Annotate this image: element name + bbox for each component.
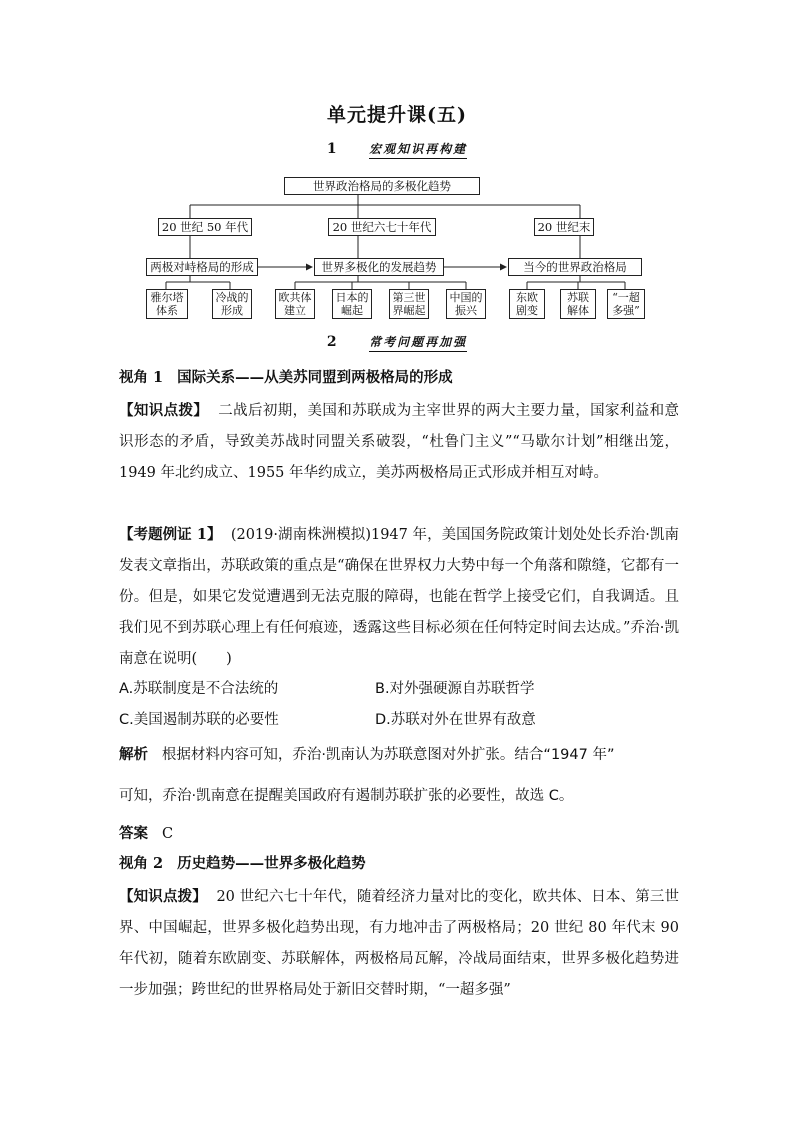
section-number: 2	[326, 334, 337, 350]
view-label: 视角 2	[119, 855, 164, 872]
section-heading-2	[0, 333, 794, 353]
diagram-period-3: 20 世纪末	[534, 218, 594, 236]
diagram-stage-1: 两极对峙格局的形成	[146, 258, 258, 276]
option-c: C.美国遏制苏联的必要性	[119, 712, 279, 728]
diagram-leaf-ec: 欧共体 建立	[275, 289, 315, 319]
example-paragraph-1	[119, 519, 679, 675]
option-a: A.苏联制度是不合法统的	[119, 681, 279, 697]
diagram-leaf-yalta: 雅尔塔 体系	[146, 289, 188, 319]
option-b: B.对外强硬源自苏联哲学	[375, 681, 535, 697]
knowledge-text: 20 世纪六七十年代，随着经济力量对比的变化，欧共体、日本、第三世界、中国崛起，世界多极化趋势出现，有力地冲击了两极格局；20 世纪 80 年代末 90 年代初，随着东欧剧变、苏联解体，两极格局瓦解，冷战局面结束，世界多极化趋势进一步加强；跨世纪的世界格局处于新旧交替时期，“一超多强”	[119, 889, 680, 998]
diagram-leaf-china: 中国的 振兴	[446, 289, 486, 319]
section-heading-1	[0, 140, 794, 160]
diagram-period-1: 20 世纪 50 年代	[158, 218, 252, 236]
view-heading-2	[119, 852, 366, 873]
diagram-leaf-japan: 日本的 崛起	[332, 289, 372, 319]
answer-value: C	[162, 826, 174, 842]
section-label: 常考问题再加强	[369, 333, 467, 352]
knowledge-diagram	[140, 172, 660, 324]
knowledge-tag: 【知识点拨】	[119, 402, 209, 419]
diagram-stage-3: 当今的世界政治格局	[508, 258, 642, 276]
diagram-leaf-third-world: 第三世 界崛起	[389, 289, 429, 319]
knowledge-tag: 【知识点拨】	[119, 888, 207, 905]
view-text: 国际关系——从美苏同盟到两极格局的形成	[177, 369, 453, 386]
answer-line	[119, 822, 173, 843]
view-label: 视角 1	[119, 369, 164, 386]
knowledge-paragraph-2	[119, 881, 679, 1006]
diagram-leaf-eastern-europe: 东欧 剧变	[509, 289, 545, 319]
diagram-leaf-cold-war: 冷战的 形成	[212, 289, 252, 319]
example-text: (2019·湖南株洲模拟)1947 年，美国国务院政策计划处处长乔治·凯南发表文章指出，苏联政策的重点是“确保在世界权力大势中每一个角落和隙缝，它都有一份。但是，如果它发觉遭遇到无法克服的障碍，也能在哲学上接受它们，自我调适。且我们见不到苏联心理上有任何痕迹，透露这些目标必须在任何特定时间去达成。”乔治·凯南意在说明( )	[119, 527, 679, 667]
diagram-stage-2: 世界多极化的发展趋势	[314, 258, 444, 276]
analysis-line-1	[119, 740, 679, 771]
analysis-line-2: 可知，乔治·凯南意在提醒美国政府有遏制苏联扩张的必要性，故选 C。	[119, 788, 574, 804]
analysis-tag: 解析	[119, 747, 148, 763]
page-title: 单元提升课(五)	[327, 104, 467, 126]
example-tag: 【考题例证 1】	[119, 526, 222, 543]
view-heading-1	[119, 366, 453, 387]
diagram-period-2: 20 世纪六七十年代	[328, 218, 436, 236]
knowledge-paragraph-1	[119, 395, 679, 489]
diagram-leaf-one-super: “一超 多强”	[607, 289, 645, 319]
answer-tag: 答案	[119, 825, 148, 842]
knowledge-text: 二战后初期，美国和苏联成为主宰世界的两大主要力量，国家利益和意识形态的矛盾，导致美苏战时同盟关系破裂，“杜鲁门主义”“马歇尔计划”相继出笼，1949 年北约成立、1955 年华约成立，美苏两极格局正式形成并相互对峙。	[119, 403, 680, 481]
section-label: 宏观知识再构建	[369, 140, 467, 159]
diagram-root: 世界政治格局的多极化趋势	[284, 177, 480, 195]
option-d: D.苏联对外在世界有敌意	[375, 712, 536, 728]
view-text: 历史趋势——世界多极化趋势	[177, 855, 366, 872]
analysis-text-1: 根据材料内容可知，乔治·凯南认为苏联意图对外扩张。结合“1947 年”	[161, 747, 615, 763]
diagram-leaf-ussr: 苏联 解体	[560, 289, 596, 319]
section-number: 1	[326, 141, 337, 157]
